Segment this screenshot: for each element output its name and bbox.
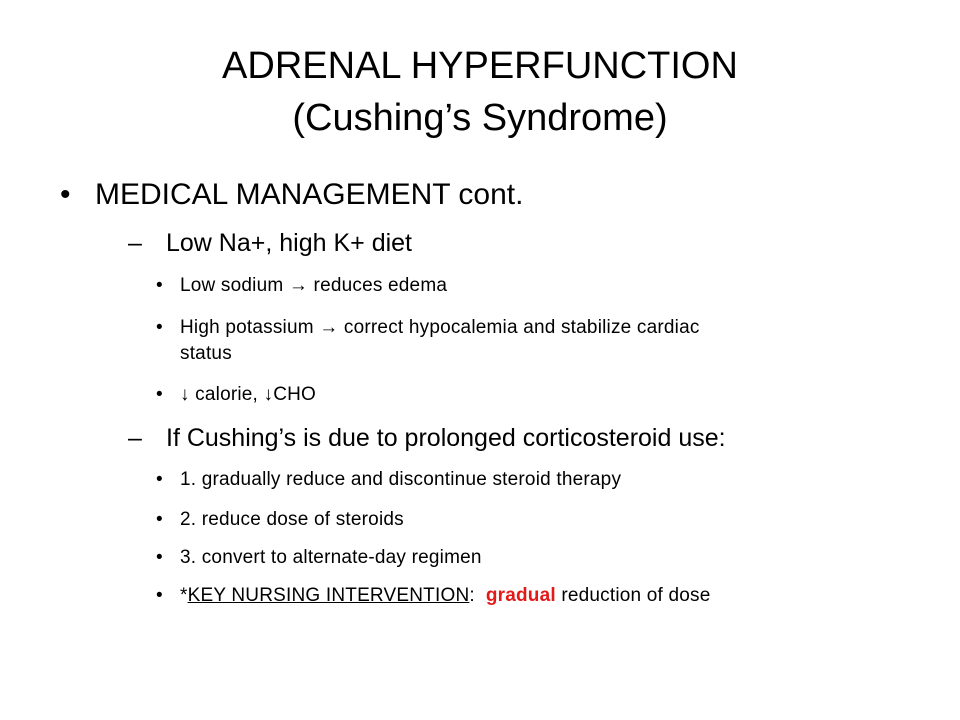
bullet-step-2-text: 2. reduce dose of steroids: [180, 509, 404, 530]
bullet-low-sodium: [180, 274, 447, 298]
bullet-step-3-text: 3. convert to alternate-day regimen: [180, 547, 482, 568]
bullet-icon: •: [156, 384, 163, 405]
bullet-step-1: [180, 468, 621, 492]
key-accent-gradual: gradual: [485, 585, 556, 606]
bullet-medical-management: MEDICAL MANAGEMENT cont.: [95, 178, 524, 211]
bullet-icon: •: [156, 275, 163, 296]
bullet-step-1-text: 1. gradually reduce and discontinue steroid therapy: [180, 469, 622, 490]
bullet-high-potassium-line-1: High potassium → correct hypocalemia and stabilize cardiac: [180, 317, 700, 338]
bullet-prolonged-corticosteroid-use: If Cushing’s is due to prolonged corticosteroid use:: [166, 424, 726, 452]
bullet-step-2: [180, 508, 404, 532]
bullet-high-potassium-line-2: status: [180, 343, 232, 364]
dash-icon: –: [128, 424, 142, 452]
slide-title-line-2: (Cushing’s Syndrome): [292, 97, 668, 139]
bullet-calorie-cho-text: ↓ calorie, ↓CHO: [180, 384, 317, 405]
bullet-calorie-cho: [180, 383, 316, 407]
bullet-icon: •: [156, 547, 163, 568]
dash-icon: –: [128, 229, 142, 257]
bullet-high-potassium: [180, 316, 700, 340]
bullet-high-potassium-continued: [180, 342, 232, 366]
bullet-step-3: [180, 546, 482, 570]
key-colon: :: [469, 585, 486, 606]
bullet-low-sodium-text: Low sodium → reduces edema: [180, 275, 448, 296]
bullet-icon: •: [156, 317, 163, 338]
bullet-icon: •: [60, 178, 71, 211]
slide-title-line-1: ADRENAL HYPERFUNCTION: [222, 45, 738, 87]
bullet-icon: •: [156, 469, 163, 490]
key-suffix: reduction of dose: [555, 585, 711, 606]
bullet-low-na-high-k-diet: Low Na+, high K+ diet: [166, 229, 412, 257]
bullet-icon: •: [156, 585, 163, 606]
bullet-key-nursing-intervention: [180, 584, 711, 608]
bullet-icon: •: [156, 509, 163, 530]
key-nursing-intervention-label: KEY NURSING INTERVENTION: [187, 585, 470, 606]
key-prefix: *: [180, 585, 188, 606]
